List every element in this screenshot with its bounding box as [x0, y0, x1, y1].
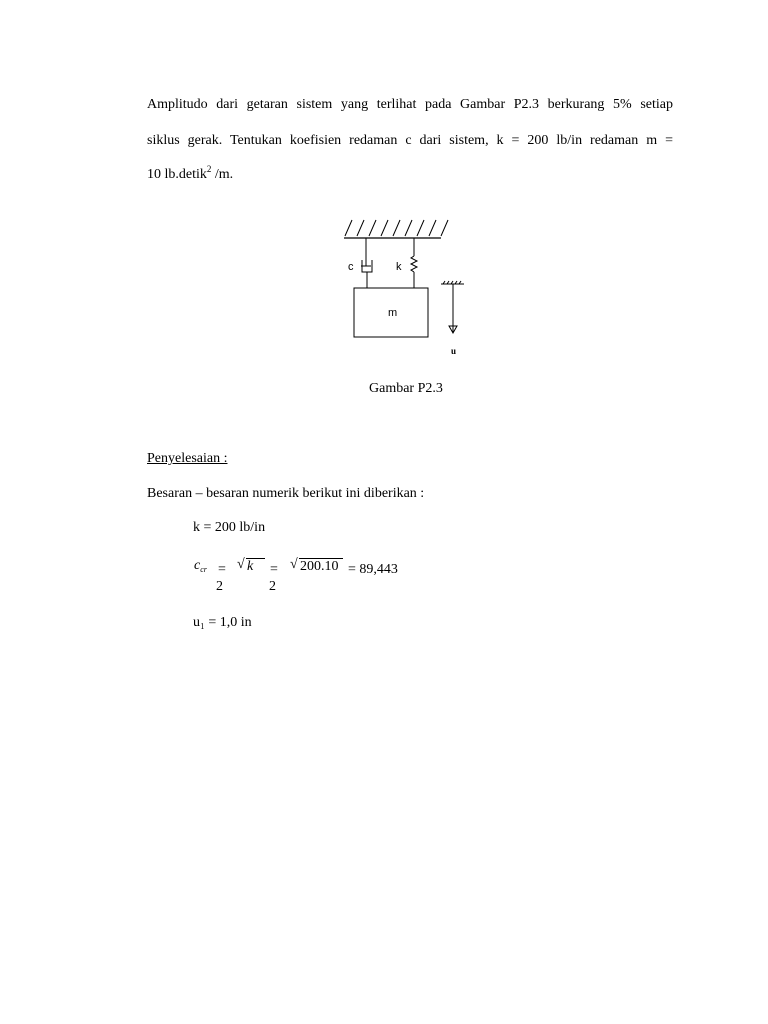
ceiling-hatch — [345, 220, 448, 236]
mass-label: m — [388, 307, 398, 319]
sqrt-icon-2: √ — [290, 557, 298, 572]
ccr-subscript: cr — [200, 565, 207, 574]
denominator-1: 2 — [216, 579, 223, 594]
equals-1: = — [218, 562, 226, 577]
superscript-2: 2 — [206, 164, 212, 174]
solution-intro: Besaran – besaran numerik berikut ini diberikan : — [147, 486, 425, 501]
problem-line-2: siklus gerak. Tentukan koefisien redaman c dari sistem, k = 200 lb/in redaman m = — [147, 133, 673, 148]
u1-given: u₁ = 1,0 in — [193, 615, 252, 630]
ccr-result: = 89,443 — [348, 562, 398, 577]
denominator-2: 2 — [269, 579, 276, 594]
problem-line-3-tail: /m. — [211, 167, 234, 182]
ccr-c: c — [194, 558, 201, 573]
spring — [411, 238, 417, 288]
problem-line-3-text: 10 lb.detik — [147, 167, 207, 182]
sqrt-icon: √ — [237, 557, 245, 572]
figure-caption: Gambar P2.3 — [369, 381, 443, 396]
problem-line-1: Amplitudo dari getaran sistem yang terlihat pada Gambar P2.3 berkurang 5% setiap — [147, 97, 673, 112]
displacement-reference — [441, 281, 464, 332]
spring-label: k — [396, 261, 402, 273]
sqrt-k: k — [247, 559, 254, 574]
damper-label: c — [348, 261, 354, 273]
damper — [361, 238, 372, 288]
sqrt-value: 200.10 — [300, 559, 339, 574]
k-given: k = 200 lb/in — [193, 520, 266, 535]
solution-heading: Penyelesaian : — [147, 451, 228, 466]
ccr-symbol — [194, 559, 207, 574]
displacement-label: u — [451, 346, 457, 356]
spring-mass-damper-figure — [0, 0, 768, 360]
equals-2: = — [270, 562, 278, 577]
